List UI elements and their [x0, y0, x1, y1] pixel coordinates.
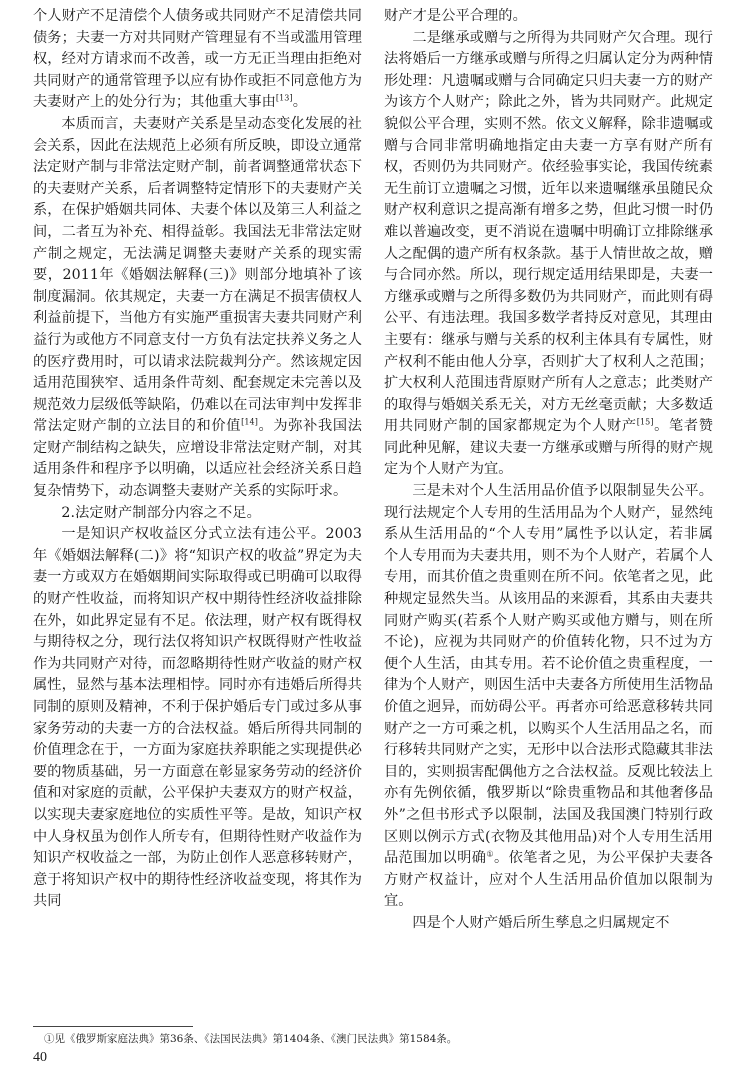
- paragraph-text: 。笔者赞同此种见解，建议夫妻一方继承或赠与所得的财产规定为个人财产为宜。: [384, 418, 714, 478]
- paragraph-text: 三是未对个人生活用品价值予以限制显失公平。现行法规定个人专用的生活用品为个人财产，显然纯系从生活用品的“个人专用”属性予以认定，若非属个人专用而为夫妻共用，则不为个人财产，若属个人专用，而其价值之贵重则在所不问。依笔者之见，此种规定显然失当。从该用品的来源看，其系由夫妻共同财产购买(若系个人财产购买或他方赠与，则在所不论)，应视为共同财产的价值转化物，只不过为方便个人生活，由其专用。若不论价值之贵重程度，一律为个人财产，则因生活中夫妻各方所使用生活物品价值之迥异，而妨碍公平。再者亦可给恶意移转共同财产之一方可乘之机，以购买个人生活用品之名，而行移转共同财产之实，无形中以合法形式隐藏其非法目的，实则损害配偶他方之合法权益。反观比较法上亦有先例依循，俄罗斯以“除贵重物品和其他奢侈品外”之但书形式予以限制，法国及我国澳门特别行政区则以例示方式(衣物及其他用品)对个人专用生活用品范围加以明确: [384, 483, 713, 867]
- paragraph-continued: 财产才是公平合理的。: [384, 8, 527, 24]
- citation-ref: [13]: [275, 93, 293, 103]
- paragraph-ip-income: 一是知识产权收益区分式立法有违公平。2003年《婚姻法解释(二)》将“知识产权的收益”界定为夫妻一方或双方在婚姻期间实际取得或已明确可以取得的财产性收益，而将知识产权中期待性经济收益排除在外，如此界定显有不足。依法理，财产权有既得权与期待权之分，现行法仅将知识产权既得财产性收益作为共同财产对待，而忽略期待性财产收益的财产权属性，显然与基本法理相悖。同时亦有违婚后所得共同制的原则及精神，不利于保护婚后专门或过多从事家务劳动的夫妻一方的合法权益。婚后所得共同制的价值理念在于，一方面为家庭扶养职能之实现提供必要的物质基础，另一方面意在彰显家务劳动的经济价值和对家庭的贡献，公平保护夫妻双方的财产权益，以实现夫妻家庭地位的实质性平等。是故，知识产权中人身权虽为创作人所专有，但期待性财产收益作为知识产权收益之一部，为防止创作人恶意移转财产，意于将知识产权中的期待性经济收益变现，将其作为共同: [33, 526, 362, 910]
- footnote-ref: ①: [486, 849, 494, 859]
- paragraph-text: 本质而言，夫妻财产关系是呈动态变化发展的社会关系，因此在法规范上必须有所反映，即设立通常法定财产制与非常法定财产制，前者调整通常状态下的夫妻财产关系，后者调整特定情形下的夫妻财产关系，在保护婚姻共同体、夫妻个体以及第三人利益之间，二者互为补充、相得益彰。我国法无非常法定财产制之规定，无法满足调整夫妻财产关系的现实需要，2011年《婚姻法解释(三)》则部分地填补了该制度漏洞。依其规定，夫妻一方在满足不损害债权人利益前提下，当他方有实施严重损害夫妻共同财产利益行为或他方不同意支付一方负有法定扶养义务之人的医疗费用时，可以请求法院裁判分产。然该规定因适用范围狭窄、适用条件苛刻、配套规定未完善以及规范效力层级低等缺陷，仍难以在司法审判中发挥非常法定财产制的立法目的和价值: [33, 115, 362, 435]
- paragraph-text: 二是继承或赠与之所得为共同财产欠合理。现行法将婚后一方继承或赠与所得之归属认定分为两种情形处理：凡遗嘱或赠与合同确定只归夫妻一方的财产为该方个人财产；除此之外，皆为共同财产。此规定貌似公平合理，实则不然。依文义解释，除非遗嘱或赠与合同非常明确地指定由夫妻一方享有财产所有权，否则仍为共同财产。依经验事实论，我国传统素无生前订立遗嘱之习惯，近年以来遗嘱继承虽随民众财产权利意识之提高渐有增多之势，但此习惯一时仍难以普遍改变，更不消说在遗嘱中明确订立排除继承人之配偶的遗产所有权条款。基于人情世故之故，赠与合同亦然。所以，现行规定适用结果即是，夫妻一方继承或赠与之所得多数仍为共同财产，而此则有碍公平、有违法理。我国多数学者持反对意见，其理由主要有：继承与赠与关系的权利主体具有专属性，财产权利不能由他人分享，否则扩大了权利人之范围；扩大权利人范围违背原财产所有人之意志；此类财产的取得与婚姻关系无关，对方无丝毫贡献；大多数适用共同财产制的国家都规定为个人财产: [384, 29, 713, 435]
- paragraph-text: 。为弥补我国法定财产制结构之缺失，应增设非常法定财产制，对其适用条件和程序予以明确，以适应社会经济关系日趋复杂情势下，动态调整夫妻财产关系的实际吁求。: [33, 418, 362, 500]
- paragraph-fruits-of-property: 四是个人财产婚后所生孳息之归属规定不: [412, 914, 670, 931]
- left-column: [33, 6, 362, 913]
- page-number: 40: [33, 1050, 47, 1065]
- paragraph-continued: [33, 6, 362, 114]
- paragraph-inheritance-gift: [384, 28, 713, 481]
- paragraph-text: 。: [292, 94, 308, 111]
- right-column: [384, 6, 713, 935]
- paragraph-text: 个人财产不足清偿个人债务或共同财产不足清偿共同债务；夫妻一方对共同财产管理显有不当或滥用管理权，经对方请求而不改善，或一方无正当理由拒绝对共同财产的通常管理予以应有协作或拒不同意他方为夫妻财产上的处分行为；其他重大事由: [33, 8, 362, 111]
- footnote: ①见《俄罗斯家庭法典》第36条、《法国民法典》第1404条、《澳门民法典》第1584条。: [44, 1033, 458, 1045]
- paragraph-text: 。依笔者之见，为公平保护夫妻各方财产权益计，应对个人生活用品价值加以限制为宜。: [384, 850, 713, 910]
- citation-ref: [15]: [636, 417, 654, 427]
- paragraph-nature-of-marital-property: [33, 114, 362, 503]
- section-heading: 2.法定财产制部分内容之不足。: [61, 504, 261, 521]
- footnote-divider: [33, 1026, 193, 1027]
- citation-ref: [14]: [241, 417, 258, 427]
- paragraph-personal-items: [384, 481, 713, 913]
